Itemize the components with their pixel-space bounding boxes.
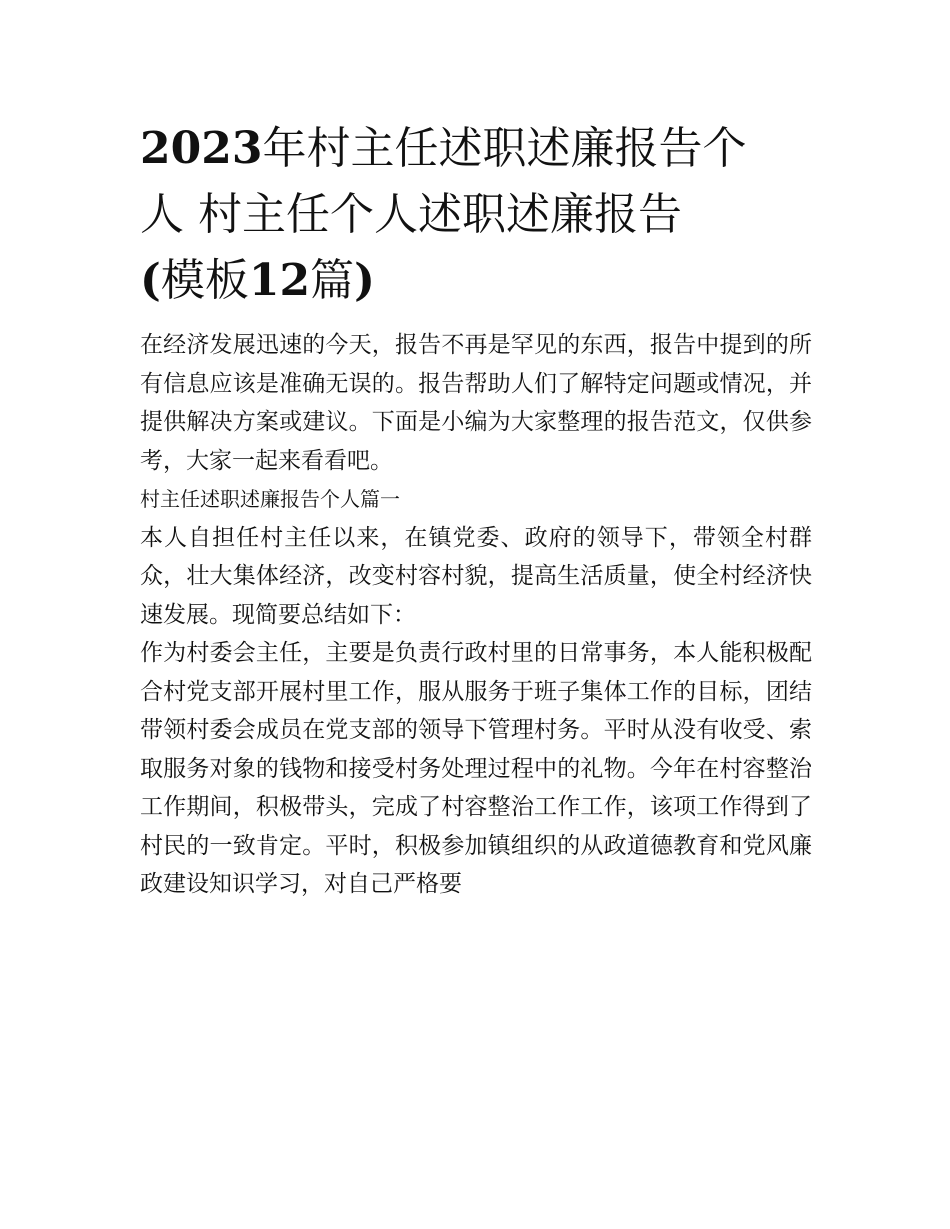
intro-paragraph: 在经济发展迅速的今天，报告不再是罕见的东西，报告中提到的所有信息应该是准确无误的。报告帮助人们了解特定问题或情况，并提供解决方案或建议。下面是小编为大家整理的报告范文，仅供参考，大家一起来看看吧。 [140, 332, 812, 474]
section-paragraph-2: 作为村委会主任，主要是负责行政村里的日常事务，本人能积极配合村党支部开展村里工作，服从服务于班子集体工作的目标，团结带领村委会成员在党支部的领导下管理村务。平时从没有收受、索取服务对象的钱物和接受村务处理过程中的礼物。今年在村容整治工作期间，积极带头，完成了村容整治工作工作，该项工作得到了村民的一致肯定。平时，积极参加镇组织的从政道德教育和党风廉政建设知识学习，对自己严格要 [140, 640, 812, 897]
section-heading: 村主任述职述廉报告个人篇一 [140, 487, 400, 511]
document-title [140, 116, 812, 314]
title-year: 2023 [140, 123, 263, 174]
title-template-text: 模板 [160, 255, 249, 306]
title-line2-text: 人 村主任个人述职述廉报告 [140, 189, 682, 240]
title-pian-text: 篇 [310, 255, 355, 306]
title-line1-text: 年村主任述职述廉报告个 [262, 123, 747, 174]
section-paragraph-1: 本人自担任村主任以来，在镇党委、政府的领导下，带领全村群众，壮大集体经济，改变村容村貌，提高生活质量，使全村经济快速发展。现简要总结如下： [140, 524, 812, 628]
title-paren-close: ) [354, 255, 375, 306]
document-content [140, 116, 812, 904]
title-paren-open: ( [140, 255, 161, 306]
title-number: 12 [248, 255, 311, 306]
